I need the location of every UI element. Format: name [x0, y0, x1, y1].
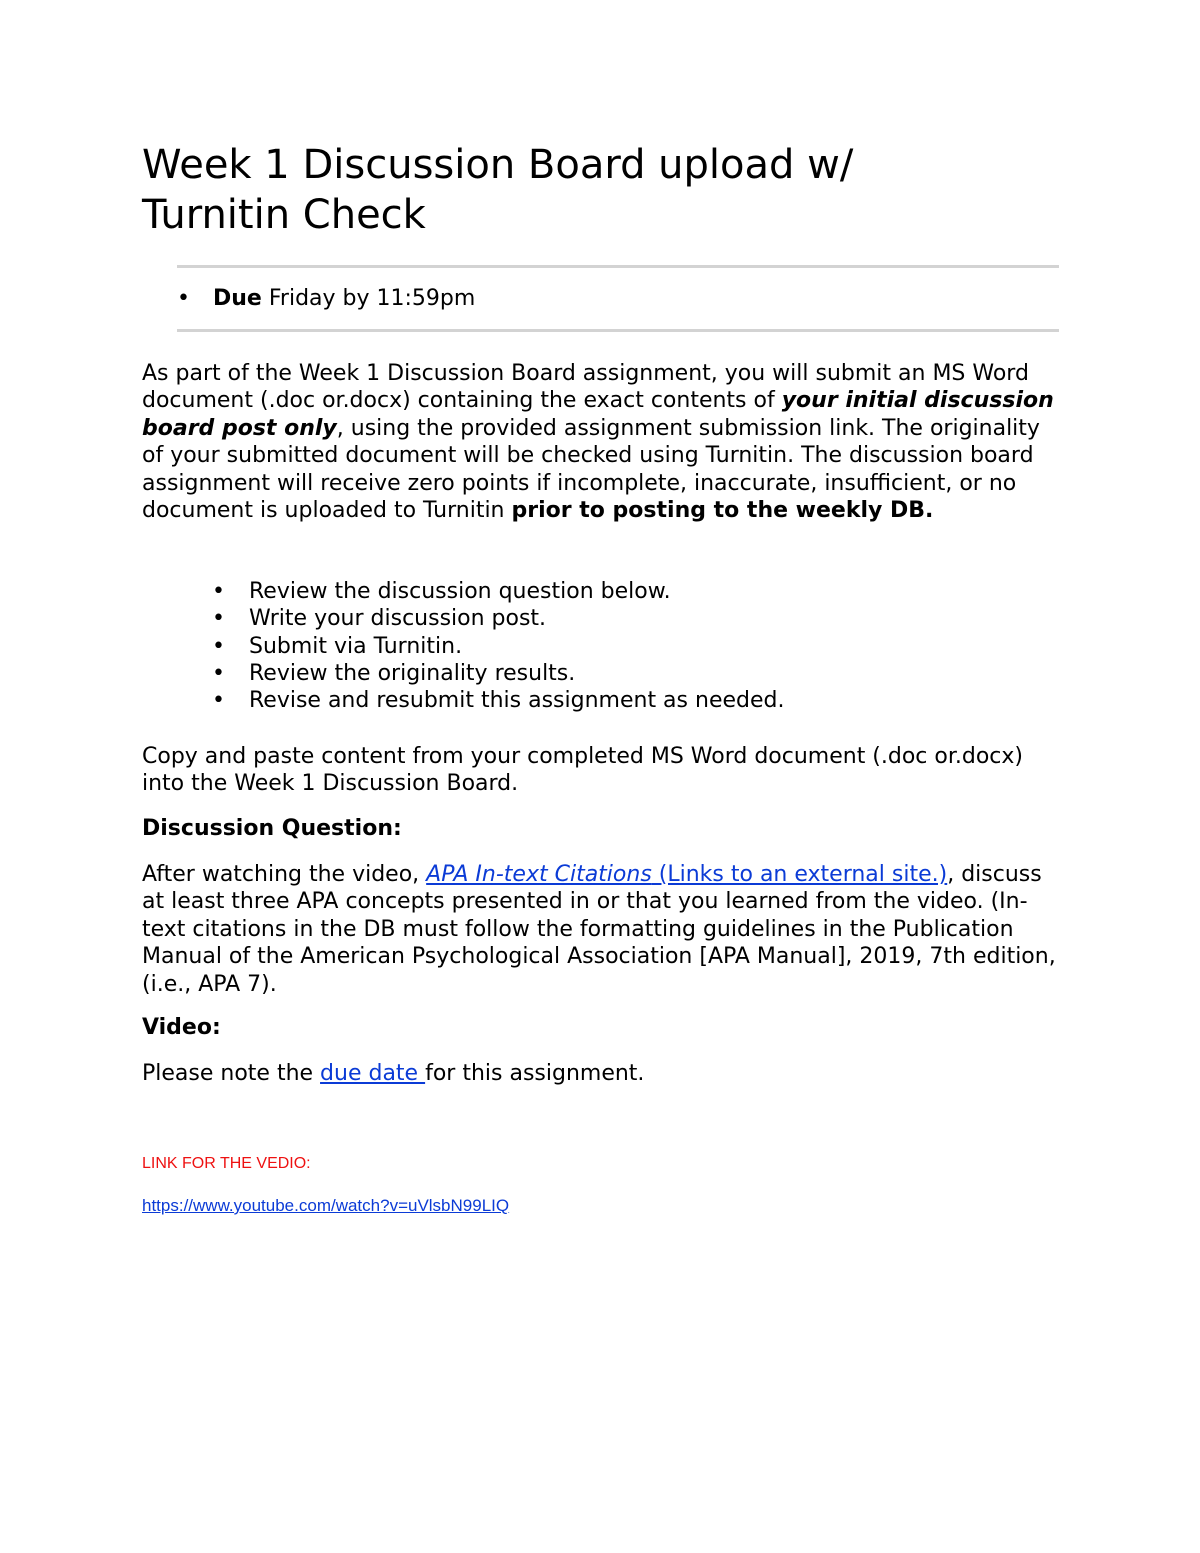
- list-item: • Review the originality results.: [212, 660, 784, 687]
- intro-emphasis: your initial discussion board post only: [142, 388, 1054, 441]
- due-value: Friday by 11:59pm: [261, 286, 476, 311]
- divider-bottom: [177, 329, 1059, 332]
- page-title: [142, 140, 1042, 240]
- youtube-video-link[interactable]: https://www.youtube.com/watch?v=uVlsbN99LIQ: [142, 1196, 510, 1215]
- due-date-item: [177, 284, 475, 314]
- list-item: • Revise and resubmit this assignment as needed.: [212, 687, 784, 714]
- external-link-note: (Links to an external site.): [651, 862, 948, 887]
- list-item: • Submit via Turnitin.: [212, 633, 784, 660]
- due-label: Due: [213, 286, 262, 311]
- note-suffix: for this assignment.: [425, 1061, 645, 1086]
- intro-text-1: As part of the Week 1 Discussion Board assignment, you will submit an MS Word document (.doc or.docx) containing the exact contents of: [142, 361, 1029, 414]
- title-line-1: Week 1 Discussion Board upload w/: [142, 142, 854, 188]
- intro-text-2: , using the provided assignment submission link. The originality of your submitted document will be checked using Turnitin. The discussion board assignment will receive zero points if incomplete, inaccurate, insufficient, or no document is uploaded to Turnitin: [142, 415, 1040, 524]
- apa-citations-link-title: APA In-text Citations: [426, 862, 652, 887]
- bullet-icon: •: [177, 286, 190, 311]
- discussion-question-body: [142, 861, 1062, 998]
- list-item: • Review the discussion question below.: [212, 578, 784, 605]
- note-prefix: Please note the: [142, 1061, 321, 1086]
- video-link-label: LINK FOR THE VEDIO:: [142, 1155, 311, 1172]
- video-heading: Video:: [142, 1015, 221, 1040]
- discussion-question-heading: Discussion Question:: [142, 816, 402, 841]
- due-date-note: [142, 1060, 1062, 1087]
- copy-paste-paragraph: Copy and paste content from your completed MS Word document (.doc or.docx) into the Week 1 Discussion Board.: [142, 744, 1023, 797]
- apa-citations-link[interactable]: [426, 862, 947, 887]
- list-item: • Write your discussion post.: [212, 605, 784, 632]
- intro-paragraph: [142, 360, 1062, 524]
- intro-bold-end: prior to posting to the weekly DB.: [511, 498, 934, 524]
- dq-prefix: After watching the video,: [142, 862, 427, 887]
- title-line-2: Turnitin Check: [142, 192, 426, 238]
- steps-list: [212, 578, 784, 714]
- due-date-link[interactable]: due date: [320, 1061, 426, 1086]
- divider-top: [177, 265, 1059, 268]
- dq-suffix: , discuss at least three APA concepts presented in or that you learned from the video. (In-text citations in the DB must follow the formatting guidelines in the Publication Manual of the American Psychological Association [APA Manual], 2019, 7th edition, (i.e., APA 7).: [142, 862, 1056, 997]
